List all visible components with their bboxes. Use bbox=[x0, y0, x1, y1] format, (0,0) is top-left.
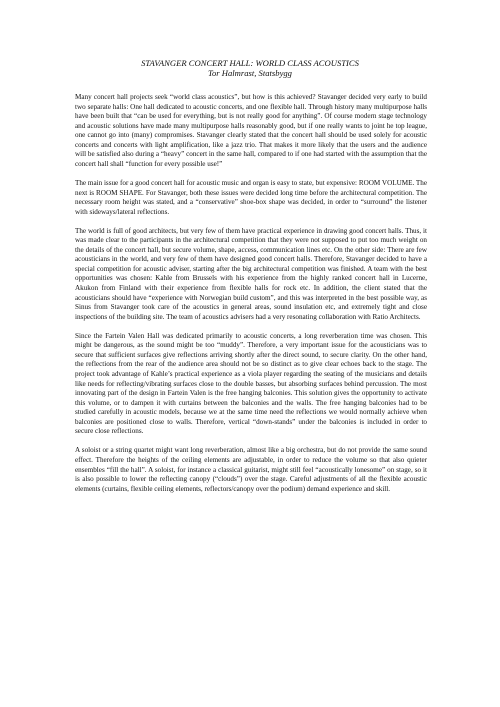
document-header bbox=[60, 58, 440, 78]
paragraph-3: The world is full of good architects, but very few of them have practical experience in drawing good concert halls. Thus, it was made clear to the participants in the architectural competition that they were not supposed to put too much weight on the details of the concert hall, but secure volume, shape, access, communication lines etc. On the other side: There are few acousticians in the world, and very few of them have designed good concert halls. Therefore, Stavanger decided to have a special competition for acoustic adviser, starting after the big architectural competition was finished. A team with the best opportunities was chosen: Kahle from Brussels with his experience from the highly ranked concert hall in Lucerne, Akukon from Finland with their experience from flexible halls for rock etc. In addition, the client stated that the acousticians should have “experience with Norwegian build custom”, and this was interpreted in the best possible way, as Sinus from Stavanger took care of the acoustics in general areas, sound insulation etc, and extremely tight and close inspections of the building site. The team of acoustics advisers had a very resonating collaboration with Ratio Architects. bbox=[75, 226, 427, 321]
document-title: STAVANGER CONCERT HALL: WORLD CLASS ACOUSTICS bbox=[141, 58, 359, 68]
paragraph-5: A soloist or a string quartet might want long reverberation, almost like a big orchestra, but do not provide the same sound effect. Therefore the heights of the ceiling elements are adjustable, in order to reduce the volume so that also quieter ensembles “fill the hall”. A soloist, for instance a classical guitarist, might still feel “acoustically lonesome” on stage, so it is also possible to lower the reflecting canopy (“clouds”) over the stage. Careful adjustments of all the flexible acoustic elements (curtains, flexible ceiling elements, reflectors/canopy over the podium) demand experience and skill. bbox=[75, 446, 427, 493]
document-author: Tor Halmrast, Statsbygg bbox=[208, 68, 292, 78]
paragraph-2: The main issue for a good concert hall for acoustic music and organ is easy to state, but expensive: ROOM VOLUME. The next is ROOM SHAPE. For Stavanger, both these issues were decided long time before the architectural competition. The necessary room height was stated, and a “conservative” shoe-box shape was decided, in order to “surround” the listener with sideways/lateral reflections. bbox=[75, 178, 427, 216]
document-body bbox=[75, 93, 427, 504]
paragraph-1: Many concert hall projects seek “world class acoustics”, but how is this achieved? Stavanger decided very early to build two separate halls: One hall dedicated to acoustic concerts, and one flexible hall. Through history many multipurpose halls have been built that “can be used for everything, but is not really good for anything”. Of course modern stage technology and acoustic solutions have made many multipurpose halls reasonably good, but if one really wants to joint he top league, one cannot go into (many) compromises. Stavanger clearly stated that the concert hall should be used solely for acoustic concerts and concerts with light amplification, like a jazz trio. That makes it more likely that the users and the audience will be satisfied also during a “heavy” concert in the same hall, compared to if one had started with the assumption that the concert hall shall “function for every possible use!” bbox=[75, 93, 427, 168]
paragraph-4: Since the Fartein Valen Hall was dedicated primarily to acoustic concerts, a long reverberation time was chosen. This might be dangerous, as the sound might be too “muddy”. Therefore, a very important issue for the acousticians was to secure that sufficient surfaces give reflections arriving shortly after the direct sound, to secure clarity. On the other hand, the reflections from the rear of the audience area should not be so distinct as to give clear echoes back to the stage. The project took advantage of Kahle’s practical experience as a viola player regarding the seating of the musicians and details like needs for reflecting/vibrating surfaces close to the double basses, but absorbing surfaces behind percussion. The most innovating part of the design in Fartein Valen is the free hanging balconies. This solution gives the opportunity to activate this volume, or to dampen it with curtains between the balconies and the walls. The free hanging balconies had to be studied carefully in acoustic models, because we at the same time need the reflections we would normally achieve when balconies are positioned close to walls. Therefore, vertical “down-stands” under the balconies is included in order to secure close reflections. bbox=[75, 331, 427, 436]
